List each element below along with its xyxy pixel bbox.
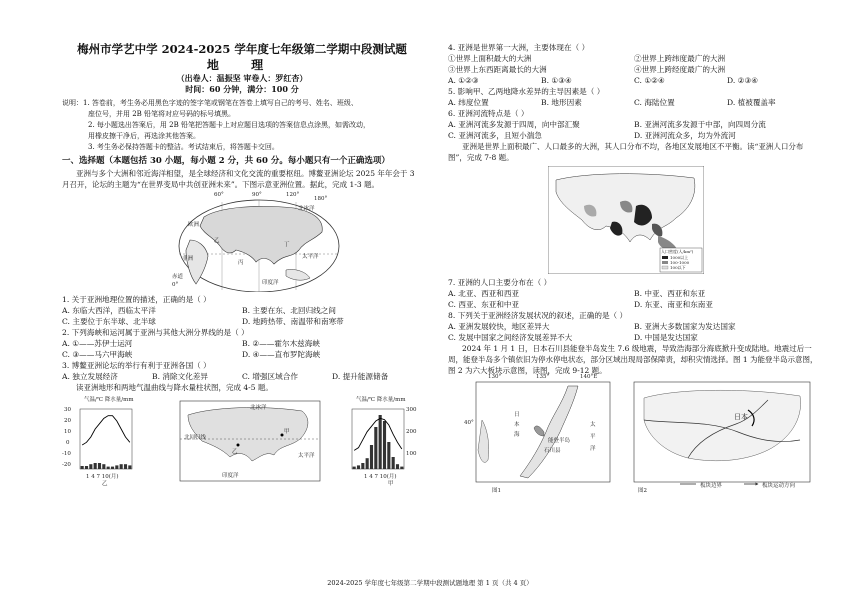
option[interactable]: D. 地跨热带、南温带和南寒带 xyxy=(242,317,344,326)
option[interactable]: C. ③——马六甲海峡 xyxy=(62,350,133,359)
precip-bar xyxy=(383,421,386,469)
precip-bar xyxy=(353,467,356,469)
section-heading: 一、选择题（本题包括 30 小题，每小题 2 分，共 60 分。每小题只有一个正确选项） xyxy=(62,156,390,166)
option[interactable]: B. 中亚、西亚和东亚 xyxy=(634,289,706,298)
fig1-label: 太 xyxy=(590,422,596,428)
temperature-curve xyxy=(354,418,402,450)
climate-chart-yi xyxy=(80,409,132,469)
asia-location-map xyxy=(174,192,344,292)
authors-line: （出卷人：温振坚 审卷人：罗红杏） xyxy=(176,73,308,83)
question-options xyxy=(62,305,422,327)
climate-figure xyxy=(62,395,422,487)
instruction-line: 2. 每小题选出答案后，用 2B 铅笔把答题卡上对应题目选项的答案信息点涂黑，如需改动， xyxy=(88,121,370,129)
precip-bar xyxy=(370,445,373,469)
option[interactable]: C. 主要位于东半球、北半球 xyxy=(62,317,156,326)
japan-figures xyxy=(448,374,820,494)
question-stem: 2. 下列海峡和运河属于亚洲与其他大洲分界线的是（ ） xyxy=(62,328,249,337)
climate-chart-jia xyxy=(352,409,404,469)
climate-units-right: 气温/℃ 降水量/mm xyxy=(356,397,406,403)
precip-bar xyxy=(89,464,92,469)
climate-frame xyxy=(80,409,132,469)
instruction-line: 座位号，并用 2B 铅笔将对应号码的标号填黑。 xyxy=(88,110,236,118)
map-label: 欧洲 xyxy=(188,222,200,228)
precip-bar xyxy=(374,427,377,469)
fig1-label: 本 xyxy=(514,422,520,428)
option[interactable]: B. 消除文化差异 xyxy=(152,372,208,381)
precip-bar xyxy=(98,463,101,469)
temperature-curve xyxy=(82,416,130,445)
option[interactable]: A. 独立发展经济 xyxy=(62,372,118,381)
fig2-caption: 图2 xyxy=(638,488,647,494)
map-label: 太平洋 xyxy=(302,254,319,260)
map-label: 180° xyxy=(314,196,328,202)
climate-tick: 30 xyxy=(64,407,71,413)
question-stem: 8. 下列关于亚洲经济发展状况的叙述，正确的是（ ） xyxy=(448,311,628,320)
option[interactable]: C. 西亚、东亚和中亚 xyxy=(448,300,520,309)
question-options xyxy=(62,371,422,382)
option[interactable]: C. 增强区域合作 xyxy=(242,372,298,381)
question-intro: 读亚洲地形和两地气温曲线与降水量柱状图，完成 4-5 题。 xyxy=(76,383,273,392)
map-label: 印度洋 xyxy=(262,280,279,286)
pop-legend-item: 1000以上 xyxy=(670,255,689,260)
precip-bar xyxy=(94,463,97,469)
precip-bar xyxy=(379,415,382,469)
option[interactable]: A. 东临大西洋，西临太平洋 xyxy=(62,306,156,315)
map-label: 60° xyxy=(214,192,224,198)
instruction-line: 说明：1. 答卷前，考生务必用黑色字迹的签字笔或钢笔在答卷上填写自己的考号、姓名、班级、 xyxy=(62,99,358,107)
question-stem: 6. 亚洲河流特点是（ ） xyxy=(448,109,529,118)
option[interactable]: B. 地形因素 xyxy=(541,98,582,107)
time-line: 时间：60 分钟，满分：100 分 xyxy=(185,84,299,94)
precip-bar xyxy=(85,466,88,469)
precip-bar xyxy=(115,465,118,469)
precip-bar xyxy=(81,466,84,469)
question-intro: 2024 年 1 月 1 日，日本石川县能登半岛发生 7.6 级地震，导致浩海部分海底掀升变成陆地。地震过后一周，能登半岛多个镇依旧为停水停电状态，部分区域出现局部保障责，却积灾情选择。图 1 为能登半岛示意图，图 2 为六大板块示意图，读图，完成 9-12 题。 xyxy=(448,344,818,375)
climate-tick: -20 xyxy=(62,462,71,468)
statement: ④世界上跨经度最广的大洲 xyxy=(634,65,726,74)
climate-units-left: 气温/℃ 降水量/mm xyxy=(84,397,134,403)
map-label: 太平洋 xyxy=(298,453,315,459)
question-options xyxy=(448,288,820,310)
map-label: 乙 xyxy=(232,449,238,455)
climate-tick: 0 xyxy=(66,440,70,446)
question-statements xyxy=(448,53,820,75)
map-label: 90° xyxy=(252,192,262,198)
page-footer: 2024-2025 学年度七年级第二学期中段测试题地理 第 1 页（共 4 页） xyxy=(327,579,533,587)
option[interactable]: B. ②——霍尔木兹海峡 xyxy=(242,339,320,348)
map-label: 120° xyxy=(286,192,300,198)
option[interactable]: D. 亚洲河流众多，均为外流河 xyxy=(634,131,736,140)
instruction-line: 用橡皮擦干净后，再选涂其他答案。 xyxy=(88,132,200,140)
precip-bar xyxy=(124,464,127,469)
climate-tick: 20 xyxy=(64,418,71,424)
climate-tick: 200 xyxy=(406,429,417,435)
question-options xyxy=(448,321,820,343)
asia-population-map xyxy=(548,166,704,274)
japan-figures-svg xyxy=(448,380,820,494)
option[interactable]: B. 亚洲大多数国家为发达国家 xyxy=(634,322,736,331)
map-label: 北冰洋 xyxy=(250,405,267,411)
fig1-label: 平 xyxy=(590,434,596,440)
option[interactable]: B. ①③④ xyxy=(541,76,572,85)
option[interactable]: A. ①②③ xyxy=(448,76,479,85)
fig1-label: 石川县 xyxy=(544,448,561,454)
question-options xyxy=(448,97,820,108)
fig2-legend-motion: 板块运动方向 xyxy=(762,483,796,489)
instruction-line: 3. 考生务必保持答题卡的整洁。考试结束后，将答题卡交回。 xyxy=(88,143,279,151)
question-stem: 5. 影响甲、乙两地降水差异的主导因素是（ ） xyxy=(448,87,605,96)
map-label: 非洲 xyxy=(182,256,194,262)
option[interactable]: B. 亚洲河流多发源于中部，向四周分流 xyxy=(634,120,766,129)
fig1-label: 洋 xyxy=(590,446,596,452)
pop-legend-item: 100以下 xyxy=(670,265,686,270)
question-options xyxy=(62,338,422,360)
map-label: 北冰洋 xyxy=(298,206,315,212)
fig1-label: 140°E xyxy=(580,374,598,380)
option[interactable]: D. 植被覆盖率 xyxy=(727,98,776,107)
map-label: 北回归线 xyxy=(184,435,207,441)
map-label: 丁 xyxy=(284,242,290,248)
precip-bar xyxy=(111,467,114,469)
option[interactable]: D. 东亚、南亚和东南亚 xyxy=(634,300,713,309)
map-label: 甲 xyxy=(284,429,290,435)
left-column xyxy=(62,42,422,487)
map-label: 0° xyxy=(172,282,179,288)
subject-title: 地 理 xyxy=(206,58,278,72)
option[interactable]: A. 纬度位置 xyxy=(448,98,489,107)
option[interactable]: A. ①——苏伊士运河 xyxy=(62,339,133,348)
precip-bar xyxy=(128,465,131,469)
question-stem: 3. 博鳌亚洲论坛的举行有利于亚洲各国（ ） xyxy=(62,361,211,370)
climate-tick: 10 xyxy=(64,429,71,435)
fig1-label: 能登半岛 xyxy=(548,438,571,444)
pop-legend-title: 人口密度(人/km²) xyxy=(661,249,694,254)
option[interactable]: C. ①②④ xyxy=(634,76,665,85)
map-label: 丙 xyxy=(238,260,244,266)
map-label: 印度洋 xyxy=(222,473,239,479)
right-column xyxy=(448,42,820,494)
fig1-label: 海 xyxy=(514,432,520,438)
exam-title: 梅州市学艺中学 2024-2025 学年度七年级第二学期中段测试题 xyxy=(77,42,407,56)
precip-bar xyxy=(361,463,364,469)
option[interactable]: C. 发展中国家之间经济发展差异不大 xyxy=(448,333,573,342)
map-label: 乙 xyxy=(214,238,220,244)
option[interactable]: C. 亚洲河流多，且短小湍急 xyxy=(448,131,542,140)
precip-bar xyxy=(396,464,399,469)
option[interactable]: A. 亚洲河流多发源于四周，向中部汇聚 xyxy=(448,120,580,129)
question-intro: 亚洲是世界上面积最广、人口最多的大洲，其人口分布不均，各地区发展地区不平衡。读“亚洲人口分布图”，完成 7-8 题。 xyxy=(448,142,804,162)
climate-months-right: 1 4 7 10(月) xyxy=(364,474,397,480)
fig1-caption: 图1 xyxy=(492,488,501,494)
precip-bar xyxy=(366,458,369,469)
question-intro: 亚洲与多个大洲和邻近海洋相望，是全球经济和文化交流的重要枢纽。博鳌亚洲论坛 2025 年年会于 3 月召开，论坛的主题为“在世界变局中共创亚洲未来”。下图示意亚洲位置。据此，完成 1-3 题。 xyxy=(62,169,415,189)
fig1-label: 130° xyxy=(488,374,502,380)
fig1-label: 135° xyxy=(536,374,550,380)
precip-bar xyxy=(400,467,403,469)
fig1-label: 日 xyxy=(514,412,520,418)
question-stem: 1. 关于亚洲地理位置的描述，正确的是（ ） xyxy=(62,295,211,304)
precip-bar xyxy=(357,465,360,469)
fig1-label: 40° xyxy=(464,420,474,426)
pop-legend-item: 100-1000 xyxy=(670,260,690,265)
option[interactable]: A. 亚洲发展较快，地区差异大 xyxy=(448,322,550,331)
climate-name-left: 乙 xyxy=(102,481,108,487)
precip-bar xyxy=(387,442,390,469)
statement: ①世界上面积最大的大洲 xyxy=(448,54,532,63)
climate-tick: -10 xyxy=(62,451,71,457)
map-label: 赤道 xyxy=(172,274,184,280)
precip-bar xyxy=(102,464,105,469)
fig2-legend-boundary: 板块边界 xyxy=(700,483,723,489)
option[interactable]: B. 主要在东、北回归线之间 xyxy=(242,306,336,315)
question-options xyxy=(448,75,820,86)
option[interactable]: D. 中国是发达国家 xyxy=(634,333,698,342)
climate-tick: 100 xyxy=(406,451,417,457)
climate-tick: 300 xyxy=(406,407,417,413)
climate-name-right: 甲 xyxy=(388,481,394,487)
option[interactable]: D. ④——直布罗陀海峡 xyxy=(242,350,321,359)
question-stem: 7. 亚洲的人口主要分布在（ ） xyxy=(448,278,552,287)
fig2-label: 日本 xyxy=(734,413,748,421)
question-options xyxy=(448,119,820,141)
climate-months-left: 1 4 7 10(月) xyxy=(86,474,119,480)
option[interactable]: D. 提升能源储备 xyxy=(332,372,389,381)
statement: ②世界上跨纬度最广的大洲 xyxy=(634,54,726,63)
statement: ③世界上东西距离最长的大洲 xyxy=(448,65,547,74)
precip-bar xyxy=(120,464,123,469)
precip-bar xyxy=(392,457,395,469)
precip-bar xyxy=(107,467,110,469)
asia-map-figure xyxy=(174,192,344,292)
option[interactable]: A. 北亚、西亚和西亚 xyxy=(448,289,520,298)
question-stem: 4. 亚洲是世界第一大洲，主要体现在（ ） xyxy=(448,43,590,52)
option[interactable]: C. 海陆位置 xyxy=(634,98,675,107)
instructions xyxy=(62,98,422,153)
option[interactable]: D. ②③④ xyxy=(727,76,759,85)
